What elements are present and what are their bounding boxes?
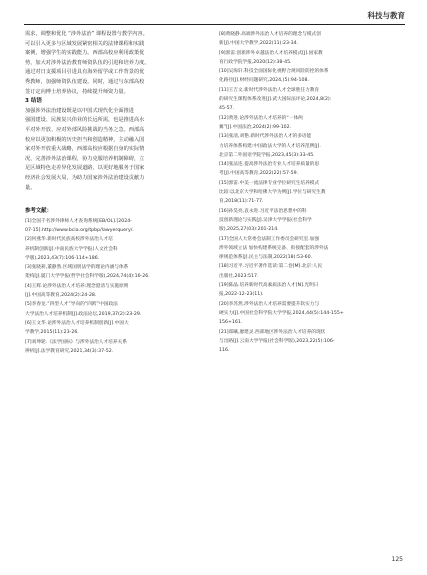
body-line: 况，完善涉外法治课程，协力克服培养机制障碍，立: [25, 155, 145, 162]
body-line: 校应以更加积极的历史担当和创造精神，主动融入国: [25, 136, 145, 143]
reference-line: 116.: [219, 348, 230, 354]
reference-line: 技创新理论与实践[J].吴津大学学报(社会科学: [219, 217, 312, 223]
reference-line: 育行政学院学报,2020(12):38-45.: [219, 59, 292, 65]
reference-line: 架构[J].厦门大学学报(哲学社会科学版),2024,74(4):16-26.: [25, 274, 150, 280]
reference-line: 学版),2023,43(7):106-114+186.: [25, 255, 100, 261]
reference-line: [17]全国人大常委会法制工作委员会研究室.加强: [219, 236, 320, 242]
reference-line: [J].中国高等教育,2024(2):24-28.: [25, 293, 97, 299]
reference-line: 的研究生课程体系改进[J].武大国际法评论,2024,8(2):: [219, 97, 332, 103]
reference-line: [7]刘坤轮.《法学国标》与涉外法治人才培养关系: [25, 339, 127, 345]
left-column: [25, 30, 207, 356]
body-line: 案例，增强学生的实践能力。西部高校应利用政策优: [25, 50, 145, 57]
reference-line: 156+161.: [219, 320, 243, 326]
body-line: 加强涉外法治建设既是以中国式现代化全面推进: [25, 107, 134, 114]
reference-line: [16]孙昊亮,袁永进.习近平法治思想中的科: [219, 208, 307, 214]
body-line: 强国建设、民族复兴伟业的长远所需，也是推进高水: [25, 117, 145, 124]
reference-line: 辨析[J].法学教育研究,2021,34(3):37-52.: [25, 348, 114, 354]
reference-line: [11]王吉文.新时代涉外法治人才全球胜任力教育: [219, 87, 320, 93]
body-line: 秀教师，加强师资队伍建设。同时，通过与东部高校: [25, 78, 145, 85]
reference-line: [12]黄进.论涉外法治人才培养的“一体两: [219, 115, 303, 121]
body-line: 足区域特色走差异化发展道路，以更好地服务于国家: [25, 165, 145, 172]
reference-line: 翼”[J].中国法治,2024(2):99-102.: [219, 124, 292, 130]
reference-line: [15]郭雷.中美一流法律专业学位研究生培养模式: [219, 180, 320, 186]
header-rule: [24, 24, 405, 25]
body-line: 家对外开放重大战略，西部高校应根据自身的实际情: [25, 146, 145, 153]
reference-line: [13]张清,刘艳.新时代涉外法治人才的多语能: [219, 134, 312, 140]
references-list-right: [219, 30, 401, 355]
reference-line: [18]习近平.习近平著作选读:第二卷[M].北京:人民: [219, 264, 323, 270]
reference-line: [21]郑曦,廖建灵.西部地区涉外法治人才培养的现状: [219, 329, 326, 335]
reference-line: 力培养体系构建:中国政法大学的人才培养范例[J].: [219, 143, 321, 149]
reference-line: 养机制创新[J].中南民族大学学报(人文社会科: [25, 246, 118, 252]
reference-line: 出版社,2023:517.: [219, 273, 259, 279]
body-line: 势，加大对涉外法治教育师资队伍的引进和培养力度。: [25, 59, 150, 66]
reference-line: [9]郭雷.创新涉外卓越法治人才培养模式[J].国家教: [219, 50, 323, 56]
references-title: 参考文献：: [25, 208, 52, 215]
reference-line: [3]张晓莉,董静然.区域国别法学的理论内涵与体系: [25, 265, 129, 271]
reference-line: 律规范体系[J].民主与法制,2022(18):53-60.: [219, 255, 313, 261]
reference-line: 考[J].中国高等教育,2022(22):57-59.: [219, 171, 299, 177]
reference-line: 45-57.: [219, 106, 235, 112]
reference-line: 新[J].中国大学教学,2022(11):23-34.: [219, 41, 299, 47]
reference-line: 化路径[J].财经问题研究,2024,(5):94-108.: [219, 78, 309, 84]
journal-section-title: 科技与教育: [367, 11, 405, 20]
reference-line: 学教学,2015(11):23-26.: [25, 330, 79, 336]
reference-line: 版),2025,27(03):201-214.: [219, 227, 279, 233]
reference-line: [14]张法连.提高涉外法治专业人才培养质量的思: [219, 162, 320, 168]
body-paragraph-1: [25, 30, 207, 97]
right-column: [219, 30, 401, 355]
reference-line: 北京第二外国语学院学报,2023,45(3):33-45.: [219, 152, 315, 158]
body-line: 量。: [25, 184, 36, 191]
reference-line: 硬实力[J].中国社会科学院大学学报,2024,44(5):144-155+: [219, 310, 344, 316]
references-list-left: [25, 217, 207, 356]
body-paragraph-2: [25, 107, 207, 193]
body-line: 通过对日支援项目引进具有海外留学或工作背景的优: [25, 69, 145, 76]
reference-line: 大学法治人才培养机制[J].政法论坛,2019,37(2):23-29.: [25, 311, 142, 317]
reference-line: 与出路[J].云南大学学报(社会科学版),2023,22(5):106-: [219, 338, 335, 344]
reference-line: [6]王文华.论涉外法治人才培养机制创新[J].中国大: [25, 320, 129, 326]
reference-line: [5]李春龙.“四型人才”导向的“四跨”中国政法: [25, 302, 118, 308]
section-heading-conclusion: 3 结语: [25, 98, 43, 105]
body-line: 签订定向博士培养协议，持续提升师资力量。: [25, 88, 129, 95]
body-line: 平对外开放、应对外部风险挑战的当务之急。西部高: [25, 126, 145, 133]
reference-line: [10]吴海轩.科技全面国际化视野合规风险防控的体系: [219, 69, 329, 75]
page-number: 125: [391, 556, 403, 563]
reference-line: 07-15].http://www.bcia.org/tpbp/lawyerquery/.: [25, 227, 134, 233]
reference-line: 报,2022-12-23(11).: [219, 292, 264, 298]
body-line: 经济社会发展大局，为助力国家涉外法治建设贡献力: [25, 174, 145, 181]
reference-line: 育,2018(11):71-77.: [219, 199, 264, 205]
reference-line: 比较:以北京大学和哈佛大学为例[J].学位与研究生教: [219, 190, 326, 196]
reference-line: [19]陈晶.培养新时代高素质法治人才[N].光明日: [219, 283, 319, 289]
reference-line: [1]全国千名涉外律师人才查询系统[EB/OL].[2024-: [25, 218, 132, 224]
body-line: 需求，调整和优化 “涉外法治” 课程设置与教学内容。: [25, 31, 148, 37]
reference-line: [2]何燕华.新时代民族高校涉外法治人才培: [25, 237, 113, 243]
reference-line: [20]李苏然.涉外法治人才培养需要提升软实力与: [219, 301, 320, 307]
reference-line: [4]王辉.论涉外法治人才培养:理念澄清与实施原则: [25, 283, 129, 289]
reference-line: 涉外领域立法 加快构建系统完备、衔接配套的涉外法: [219, 245, 329, 251]
body-line: 可以引入更多与区域发展紧密相关的法律课程和实践: [25, 40, 145, 47]
reference-line: [8]黄晓静.高端涉外法治人才培养的理念与模式创: [219, 32, 321, 37]
